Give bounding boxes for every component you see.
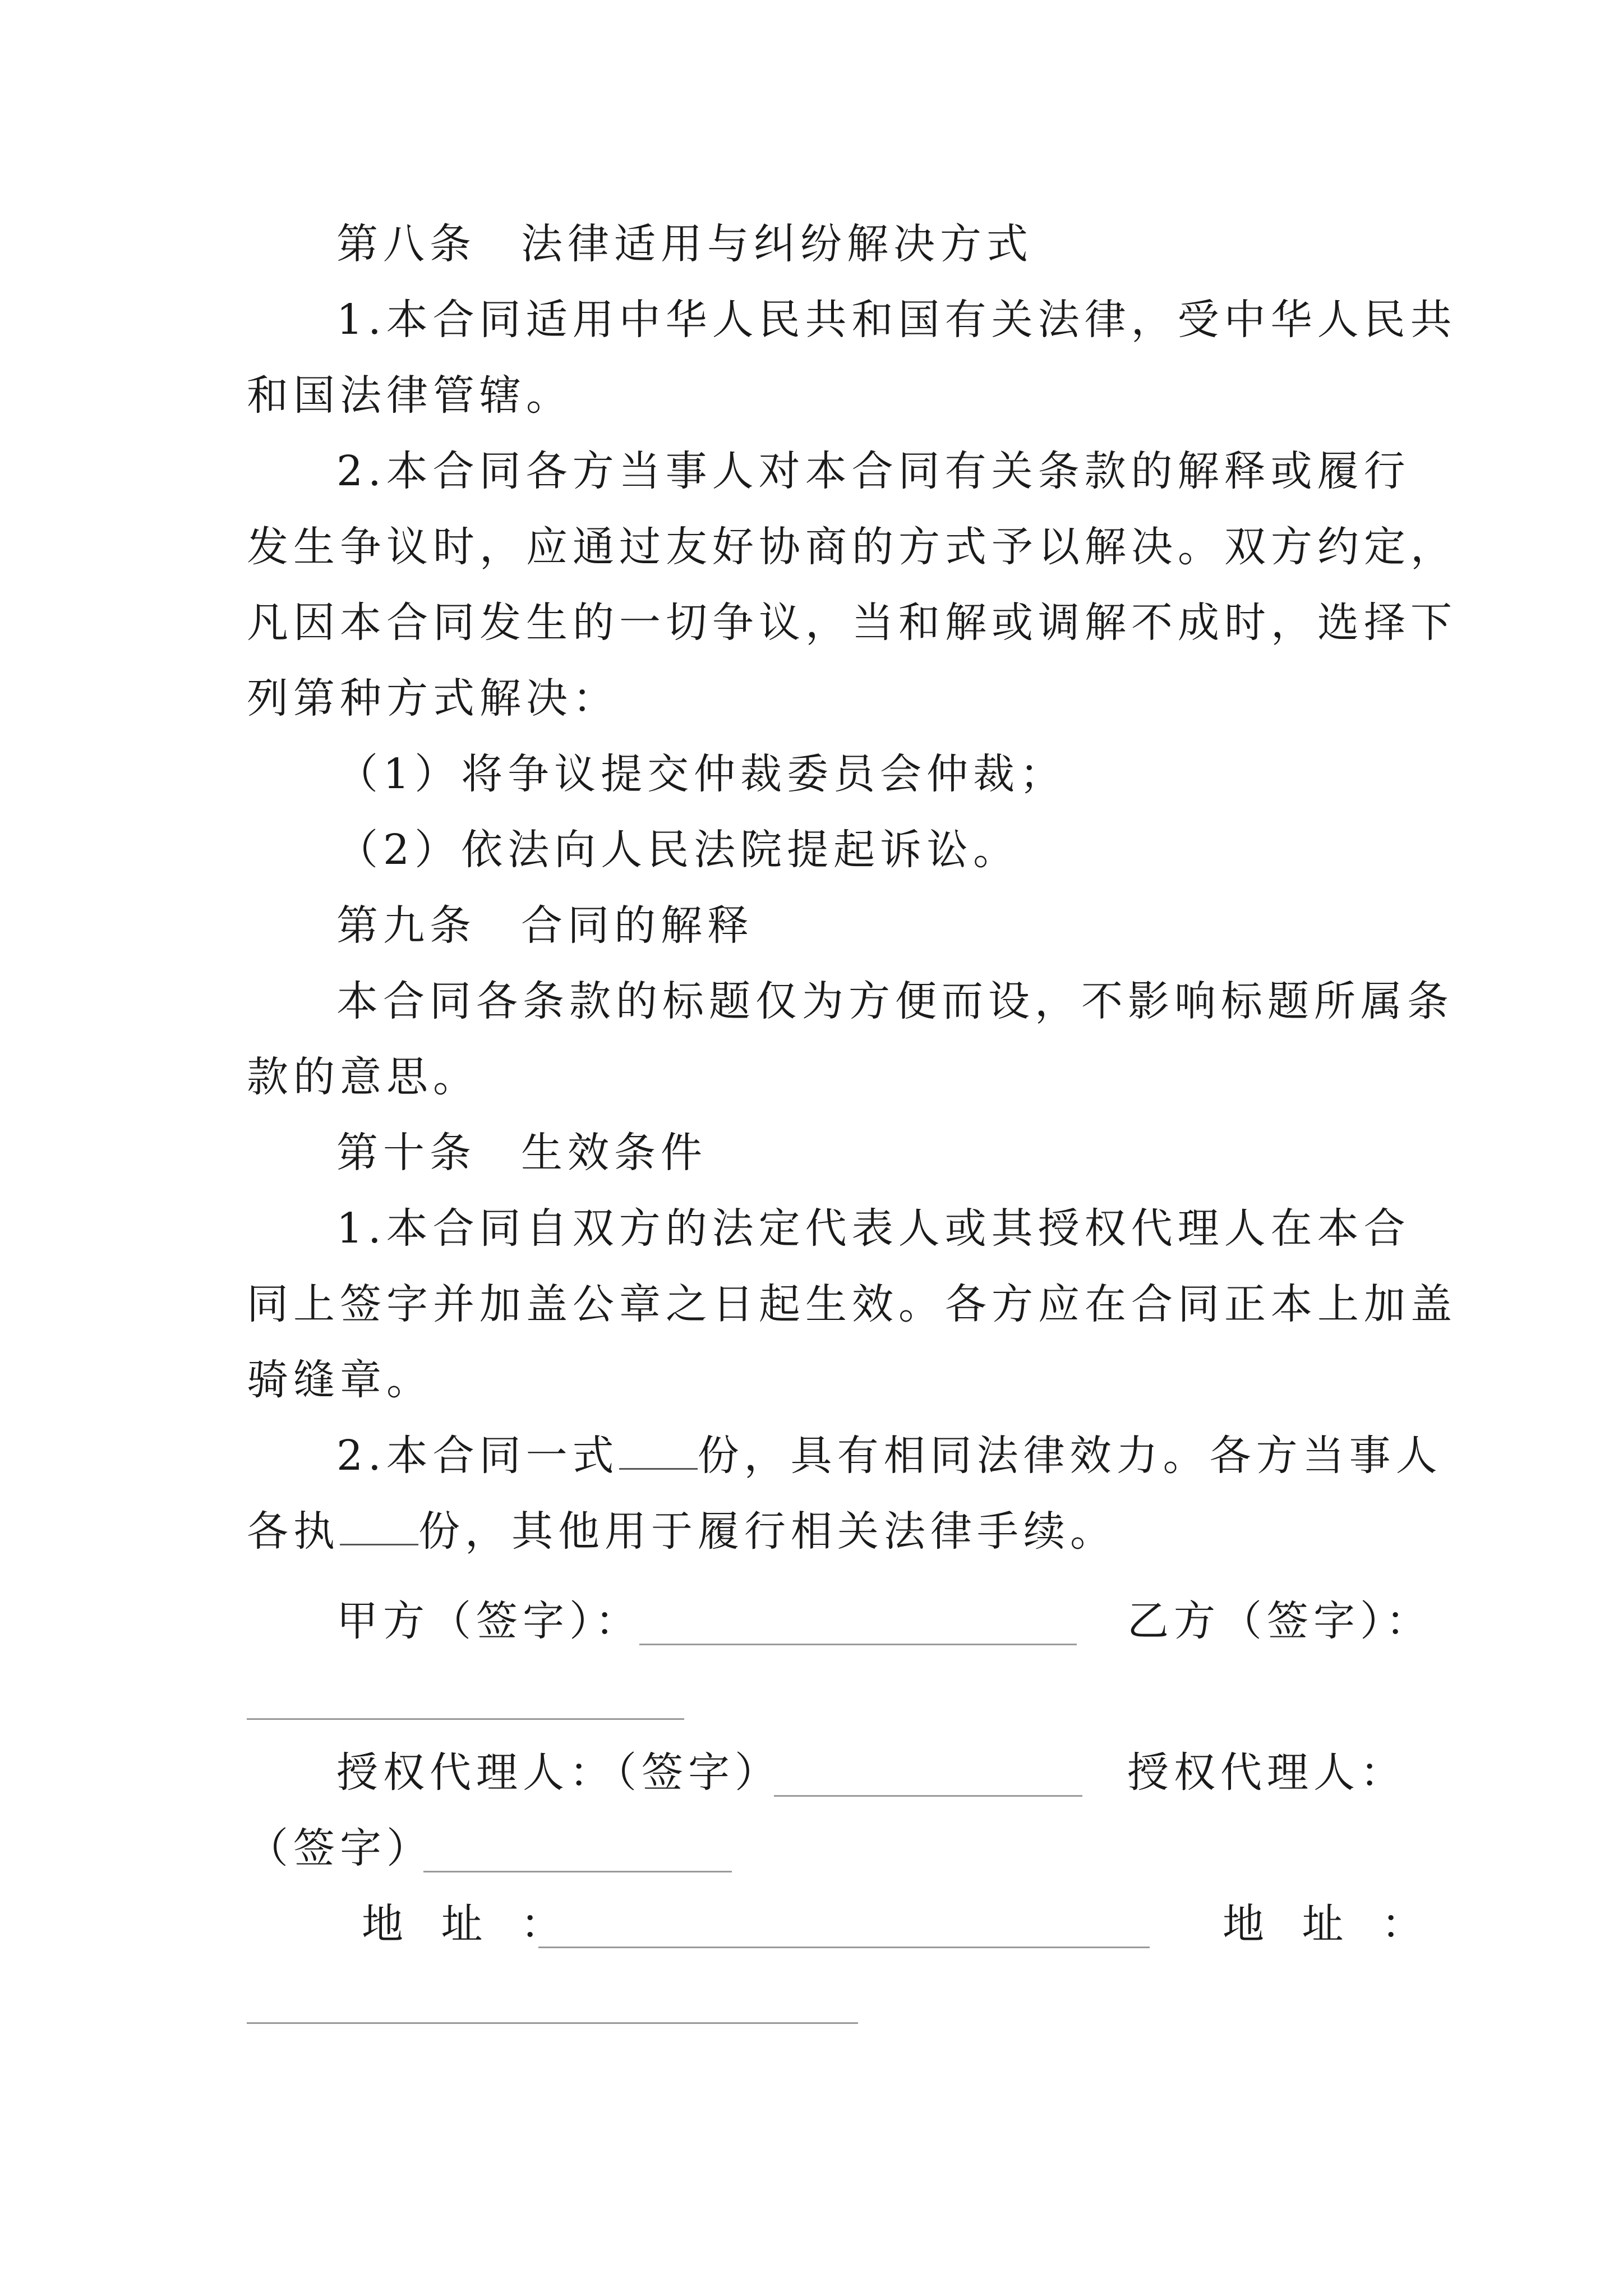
- agent-a-sign-label: 授权代理人：（签字）: [336, 1749, 781, 1797]
- party-a-sign-label: 甲方（签字）：: [336, 1597, 642, 1645]
- article-10-title: 生效条件: [521, 1129, 707, 1177]
- address-a-line[interactable]: [538, 1947, 1150, 1948]
- article-8-title: 法律适用与纠纷解决方式: [521, 220, 1033, 268]
- article-8-heading: [336, 216, 1385, 272]
- article-10-p1-line3: 骑缝章。: [247, 1356, 433, 1404]
- article-10-number: 第十条: [336, 1129, 476, 1177]
- article-10-p2-line1-end: 份，具有相同法律效力。各方当事人: [697, 1432, 1442, 1480]
- agent-b-sign-sub-label: （签字）: [247, 1824, 433, 1872]
- article-8-p1-line2: 和国法律管辖。: [247, 371, 573, 420]
- party-a-sign-line[interactable]: [639, 1644, 1077, 1645]
- article-8-p2-line4: 列第种方式解决：: [247, 674, 619, 723]
- article-10-heading: [336, 1125, 1385, 1181]
- article-8-option-1: （1）将争议提交仲裁委员会仲裁；: [336, 750, 1067, 798]
- address-b-label: 地 址 ：: [1223, 1900, 1436, 1948]
- party-b-sign-label: 乙方（签字）：: [1127, 1597, 1432, 1645]
- article-10-p2-line1: [336, 1428, 1442, 1484]
- agent-b-sign-line[interactable]: [423, 1871, 732, 1872]
- article-8-number: 第八条: [336, 220, 476, 268]
- article-10-p2-line1-start: 2.本合同一式: [336, 1432, 619, 1480]
- article-10-p2-line2: [247, 1503, 1385, 1559]
- agent-a-sign-line[interactable]: [774, 1795, 1082, 1797]
- copies-total-blank[interactable]: [619, 1434, 698, 1470]
- article-8-p1-line1: 1.本合同适用中华人民共和国有关法律，受中华人民共: [336, 296, 1457, 344]
- article-9-p-line1: 本合同各条款的标题仅为方便而设，不影响标题所属条: [336, 977, 1454, 1025]
- article-10-p1-line2: 同上签字并加盖公章之日起生效。各方应在合同正本上加盖: [247, 1280, 1457, 1328]
- agent-b-sign-label: 授权代理人：: [1127, 1749, 1407, 1797]
- article-10-p2-line2-end: 份，其他用于履行相关法律手续。: [418, 1507, 1117, 1556]
- article-8-option-2: （2）依法向人民法院提起诉讼。: [336, 826, 1020, 874]
- article-10-p2-line2-start: 各执: [247, 1507, 340, 1556]
- address-a-label: 地 址 ：: [362, 1900, 575, 1948]
- article-8-p2-line1: 2.本合同各方当事人对本合同有关条款的解释或履行: [336, 447, 1410, 495]
- article-8-p2-line2: 发生争议时，应通过友好协商的方式予以解决。双方约定，: [247, 523, 1457, 571]
- party-b-sign-line[interactable]: [247, 1718, 684, 1720]
- article-9-title: 合同的解释: [521, 901, 754, 950]
- article-9-p-line2: 款的意思。: [247, 1053, 479, 1101]
- article-10-p1-line1: 1.本合同自双方的法定代表人或其授权代理人在本合: [336, 1204, 1410, 1253]
- copies-each-blank[interactable]: [340, 1510, 418, 1545]
- article-8-p2-line3: 凡因本合同发生的一切争议，当和解或调解不成时，选择下: [247, 599, 1457, 647]
- address-b-line[interactable]: [247, 2022, 858, 2024]
- article-9-heading: [336, 898, 1385, 954]
- article-9-number: 第九条: [336, 901, 476, 950]
